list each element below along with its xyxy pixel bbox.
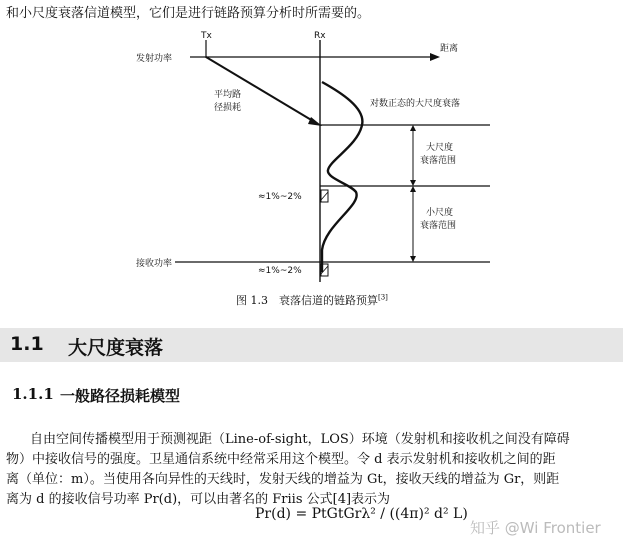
paragraph-line-1: 自由空间传播模型用于预测视距（Line-of-sight，LOS）环境（发射机和接收机之间没有障碍 [30,432,570,447]
figure-caption-text: 图 1.3 衰落信道的链路预算 [236,294,378,307]
section-number: 1.1 [10,333,44,355]
subsection-title: 一般路径损耗模型 [60,387,181,405]
large-scale-arrow-down-icon [410,180,416,186]
distance-arrow-icon [430,53,440,61]
large-scale-arrow-up-icon [410,125,416,131]
lower-percent-label: ≈1%~2% [258,266,302,276]
paragraph-line-4: 离为 d 的接收信号功率 Pr(d)，可以由著名的 Friis 公式[4]表示为 [6,492,391,507]
lognormal-label: 对数正态的大尺度衰落 [370,99,461,109]
section-title: 大尺度衰落 [68,337,164,359]
tx-label: Tx [201,31,212,41]
distance-label: 距离 [440,44,459,54]
small-scale-arrow-up-icon [410,186,416,192]
figure-caption-ref: [3] [378,293,388,302]
paragraph-line-3: 离（单位：m）。当使用各向异性的天线时，发射天线的增益为 Gt，接收天线的增益为 Gr，则距 [6,472,560,487]
figure-caption [236,292,388,308]
small-scale-label-2: 衰落范围 [420,221,457,231]
rx-label: Rx [314,31,326,41]
large-scale-label-1: 大尺度 [426,143,454,153]
small-scale-label-1: 小尺度 [426,208,454,218]
large-scale-label-2: 衰落范围 [420,156,457,166]
paragraph-line-2: 物）中接收信号的强度。卫星通信系统中经常采用这个模型。令 d 表示发射机和接收机之间的距 [6,452,556,467]
path-loss-label-2: 径损耗 [214,103,242,113]
watermark: 知乎 @Wi Frontier [470,519,601,537]
subsection-number: 1.1.1 [12,385,54,403]
rx-power-label: 接收功率 [136,259,173,269]
tx-power-label: 发射功率 [136,54,173,64]
intro-text: 和小尺度衰落信道模型，它们是进行链路预算分析时所需要的。 [6,6,371,21]
small-scale-arrow-down-icon [410,256,416,262]
lognormal-curve [322,82,362,272]
path-loss-label-1: 平均路 [214,90,242,100]
upper-percent-label: ≈1%~2% [258,192,302,202]
friis-formula: Pr(d) = PtGtGrλ² / ((4π)² d² L) [255,506,468,522]
